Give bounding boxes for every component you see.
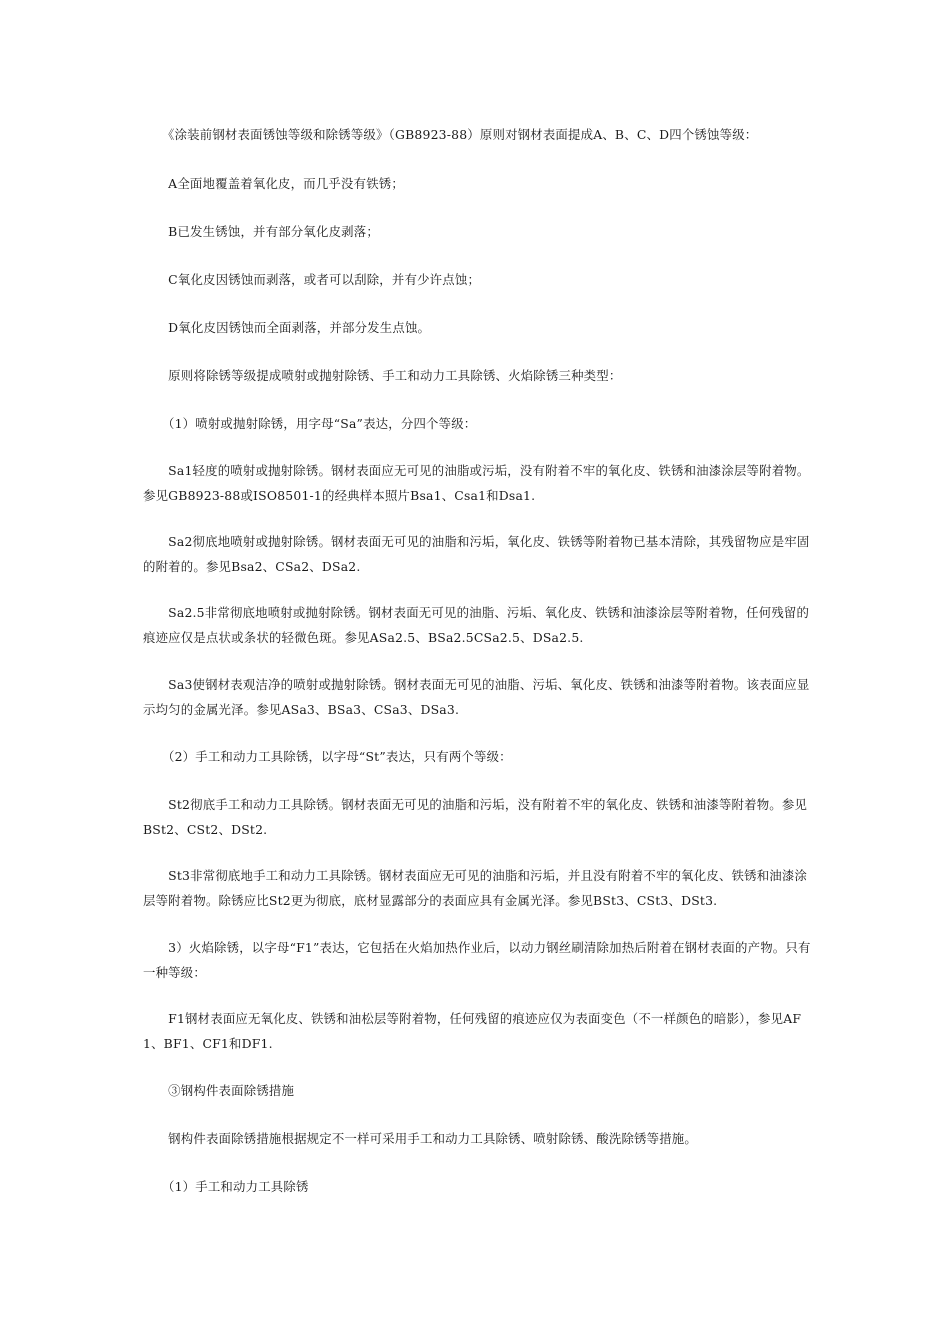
paragraph-derust-measures-desc: 钢构件表面除锈措施根据规定不一样可采用手工和动力工具除锈、喷射除锈、酸洗除锈等措施。 [143, 1131, 697, 1146]
paragraph-grade-a: A全面地覆盖着氧化皮，而几乎没有铁锈； [143, 176, 404, 191]
paragraph-derust-types: 原则将除锈等级提成喷射或抛射除锈、手工和动力工具除锈、火焰除锈三种类型： [143, 368, 622, 383]
paragraph-sa1: Sa1轻度的喷射或抛射除锈。钢材表面应无可见的油脂或污垢，没有附着不牢的氧化皮、铁锈和油漆涂层等附着物。参见GB8923-88或ISO8501-1的经典样本照片Bsa1、Csa1和Dsa1. [143, 463, 810, 503]
paragraph-flame-heading: 3）火焰除锈，以字母“F1”表达，它包括在火焰加热作业后，以动力钢丝刷清除加热后附着在钢材表面的产物。只有一种等级： [143, 940, 811, 980]
paragraph-grade-d: D氧化皮因锈蚀而全面剥落，并部分发生点蚀。 [143, 320, 431, 335]
paragraph-standard-intro: 《涂装前钢材表面锈蚀等级和除锈等级》（GB8923-88）原则对钢材表面提成A、B、C、D四个锈蚀等级： [143, 127, 758, 142]
paragraph-st-heading: （2）手工和动力工具除锈，以字母“St”表达，只有两个等级： [143, 749, 512, 764]
paragraph-sa3: Sa3使钢材表观洁净的喷射或抛射除锈。钢材表面无可见的油脂、污垢、氧化皮、铁锈和油漆等附着物。该表面应显示均匀的金属光泽。参见ASa3、BSa3、CSa3、DSa3. [143, 677, 810, 717]
paragraph-grade-b: B已发生锈蚀，并有部分氧化皮剥落； [143, 224, 379, 239]
paragraph-section-derust-measures: ③钢构件表面除锈措施 [143, 1083, 295, 1098]
paragraph-manual-tool-heading: （1）手工和动力工具除锈 [143, 1179, 309, 1194]
paragraph-f1: F1钢材表面应无氧化皮、铁锈和油松层等附着物，任何残留的痕迹应仅为表面变色（不一样颜色的暗影），参见AF1、BF1、CF1和DF1. [143, 1011, 802, 1051]
paragraph-grade-c: C氧化皮因锈蚀而剥落，或者可以刮除，并有少许点蚀； [143, 272, 481, 287]
paragraph-sa2: Sa2彻底地喷射或抛射除锈。钢材表面无可见的油脂和污垢，氧化皮、铁锈等附着物已基本清除，其残留物应是牢固的附着的。参见Bsa2、CSa2、DSa2. [143, 534, 810, 574]
paragraph-sa-heading: （1）喷射或抛射除锈，用字母“Sa”表达，分四个等级： [143, 416, 477, 431]
paragraph-sa2-5: Sa2.5非常彻底地喷射或抛射除锈。钢材表面无可见的油脂、污垢、氧化皮、铁锈和油漆涂层等附着物，任何残留的痕迹应仅是点状或条状的轻微色斑。参见ASa2.5、BSa2.5CSa2.5、DSa2.5. [143, 605, 810, 645]
paragraph-st2: St2彻底手工和动力工具除锈。钢材表面无可见的油脂和污垢，没有附着不牢的氧化皮、铁锈和油漆等附着物。参见BSt2、CSt2、DSt2. [143, 797, 808, 837]
paragraph-st3: St3非常彻底地手工和动力工具除锈。钢材表面应无可见的油脂和污垢，并且没有附着不牢的氧化皮、铁锈和油漆涂层等附着物。除锈应比St2更为彻底，底材显露部分的表面应具有金属光泽。参见BSt3、CSt3、DSt3. [143, 868, 808, 908]
